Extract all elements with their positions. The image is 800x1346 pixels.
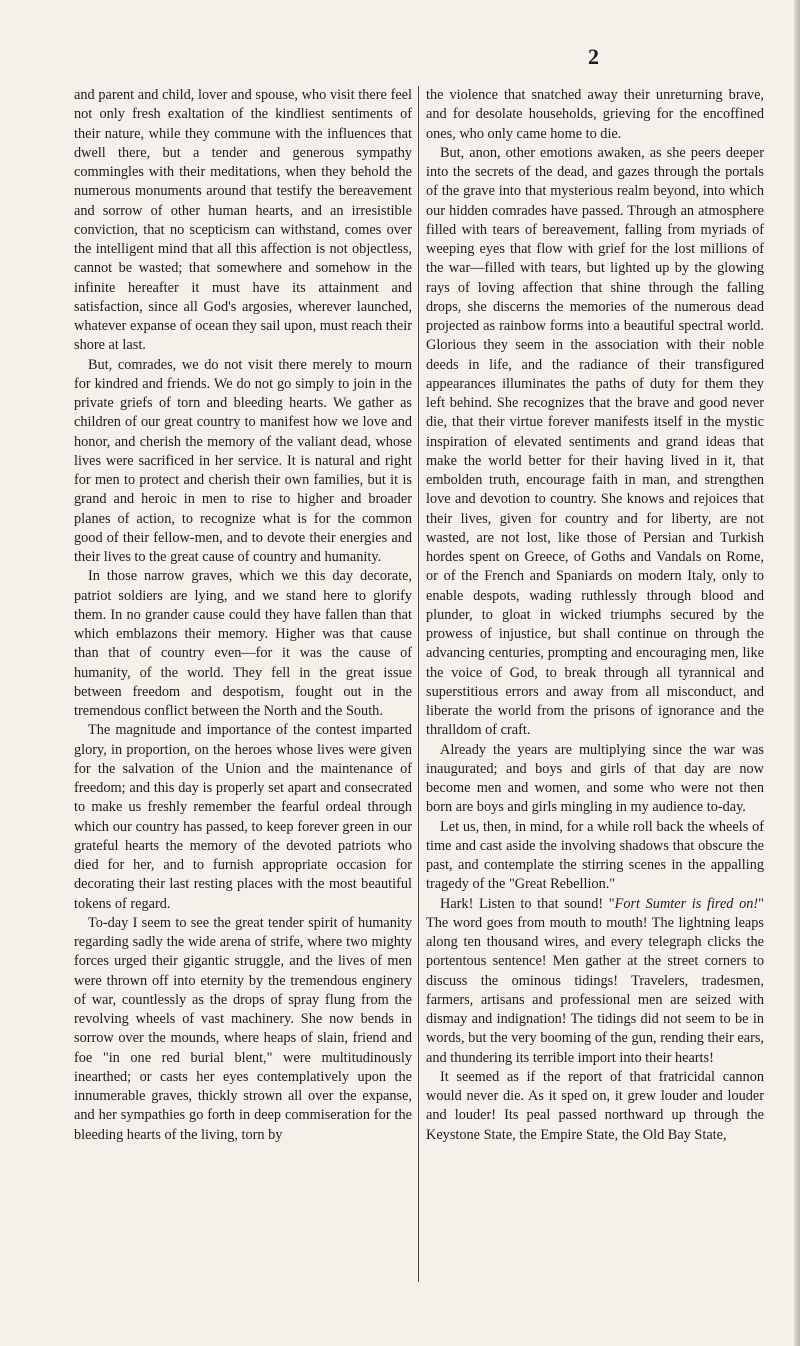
paragraph: the violence that snatched away their unreturning brave, and for desolate households, grieving for the encoffined ones, who only came home to die. <box>426 87 764 142</box>
paragraph: The magnitude and importance of the contest imparted glory, in proportion, on the heroes whose lives were given for the salvation of the Union and the maintenance of freedom; and this day is properly set apart and consecrated to make us freshly remember the fearful ordeal through which our country has passed, to keep forever green in our grateful hearts the memory of the devoted patriots who died for her, and to furnish appropriate occasion for decorating their last resting places with the most beautiful tokens of regard. <box>74 722 412 912</box>
paragraph: Let us, then, in mind, for a while roll back the wheels of time and cast aside the involving shadows that obscure the past, and contemplate the stirring scenes in the appalling tragedy of the "Great Rebellion." <box>426 818 764 893</box>
hark-text-continued: " The word goes from mouth to mouth! The lightning leaps along ten thousand wires, and every telegraph clicks the portentous sentence! Men gather at the street corners to discuss the ominous tidings! Travelers, tradesmen, farmers, artisans and professional men are seized with dismay and indignation! The tidings did not seem to be in words, but the very booming of the gun, rending their ears, and thundering its terrible import into their hearts! <box>426 895 764 1066</box>
paragraph: But, anon, other emotions awaken, as she peers deeper into the secrets of the dead, and gazes through the portals of the grave into that mysterious realm beyond, into which our hidden comrades have passed. Through an atmosphere filled with tears of bereavement, falling from myriads of weeping eyes that flow with grief for the lost millions of the war—filled with tears, but lighted up by the glowing rays of loving affection that shine through the falling drops, she discerns the memories of the numerous dead projected as rainbow forms into a beautiful spectral world. Glorious they seem in the association with their noble deeds in life, and the radiance of their transfigured appearances illuminates the paths of duty for them they left behind. She recognizes that the brave and good never die, that their virtue forever manifests itself in the mystic inspiration of elevated sentiments and grand ideas that make the world better for their having lived in it, that embolden truth, encourage faith in man, and strengthen love and devotion to country. She knows and rejoices that their lives, given for country and for liberty, are not wasted, are not lost, like those of Persian and Turkish hordes spent on Greece, of Goths and Vandals on Rome, or of the French and Spaniards on modern Italy, only to enable despots, wading ruthlessly through blood and plunder, to gloat in wicked triumphs secured by the prowess of injustice, but shall continue on through the advancing centuries, prompting and encouraging men, like the voice of God, to break through all tyrannical and superstitious errors and away from all misconduct, and liberate the world from the prisons of ignorance and the thralldom of craft. <box>426 144 764 739</box>
column-divider <box>418 86 419 1282</box>
paragraph: But, comrades, we do not visit there merely to mourn for kindred and friends. We do not go simply to join in the private griefs of torn and bleeding hearts. We gather as children of our great country to manifest how we love and honor, and cherish the memory of the valiant dead, whose lives were sacrificed in her service. It is natural and right for men to protect and cherish their own families, but it is grand and heroic in men to rise to higher and broader planes of action, to recognize what is for the common good of their fellow-men, and to devote their energies and their lives to the great cause of country and humanity. <box>74 356 412 565</box>
paragraph: To-day I seem to see the great tender spirit of humanity regarding sadly the wide arena of strife, where two mighty forces urged their gigantic struggle, and the lives of men were thrown off into eternity by the tremendous enginery of war, countlessly as the drops of spray flung from the revolving wheels of vast machinery. She now bends in sorrow over the mounds, where heaps of slain, friend and foe "in one red burial blent," were multitudinously inearthed; or casts her eyes contemplatively upon the innumerable graves, thickly strown all over the expanse, and her sympathies go forth in deep commiseration for the bleeding hearts of the living, torn by <box>74 914 412 1143</box>
fort-sumter-quote: Fort Sumter is fired on! <box>614 895 759 912</box>
paragraph: It seemed as if the report of that fratricidal cannon would never die. As it sped on, it grew louder and louder and louder! Its peal passed northward up through the Keystone State, the Empire State, the Old Bay State, <box>426 1068 764 1143</box>
page-number: 2 <box>588 44 599 69</box>
paragraph: In those narrow graves, which we this day decorate, patriot soldiers are lying, and we stand here to glorify them. In no grander cause could they have fallen than that which emblazons their memory. Higher was that cause than that of country even—for it was the cause of humanity, of the world. They fell in the great issue between freedom and despotism, fought out in the tremendous conflict between the North and the South. <box>74 568 412 719</box>
paragraph-hark <box>426 895 764 1068</box>
right-column <box>426 86 764 1145</box>
left-column <box>74 86 412 1145</box>
paragraph: Already the years are multiplying since the war was inaugurated; and boys and girls of that day are now become men and women, and some who were not then born are boys and girls mingling in my audience to-day. <box>426 741 764 816</box>
paragraph: and parent and child, lover and spouse, who visit there feel not only fresh exaltation of the kindliest sentiments of their nature, while they commune with the influences that dwell there, but a tender and generous sympathy commingles with their meditations, when they behold the numerous monuments around that testify the bereavement and sorrow of other human hearts, and an irresistible conviction, that no scepticism can withstand, comes over the intelligent mind that all this affection is not objectless, cannot be wasted; that somewhere and somehow in the infinite hereafter it must have its attainment and satisfaction, since all God's argosies, wherever launched, whatever expanse of ocean they sail upon, must reach their shore at last. <box>74 87 412 354</box>
page-edge <box>794 0 800 1346</box>
hark-text: Hark! Listen to that sound! " <box>440 895 615 912</box>
